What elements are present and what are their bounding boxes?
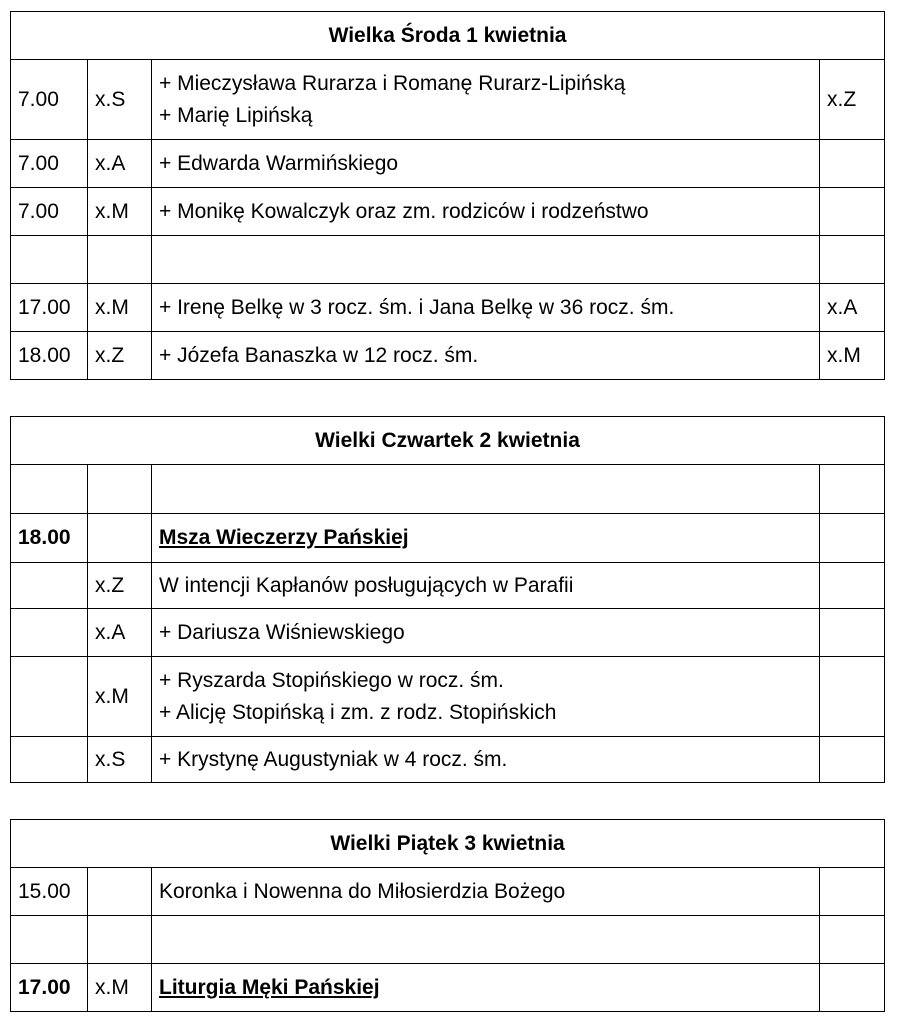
assist-code [820, 465, 885, 514]
assist-code: x.A [820, 284, 885, 332]
priest-code [88, 465, 152, 514]
day-title: Wielki Piątek 3 kwietnia [11, 820, 885, 868]
mass-intention: + Monikę Kowalczyk oraz zm. rodziców i rodzeństwo [152, 188, 820, 236]
intention-line: + Alicję Stopińską i zm. z rodz. Stopińskich [159, 700, 557, 724]
mass-time [11, 657, 88, 737]
assist-code: x.M [820, 332, 885, 380]
priest-code: x.S [88, 60, 152, 140]
assist-code [820, 514, 885, 563]
mass-intention [152, 916, 820, 964]
assist-code: x.Z [820, 60, 885, 140]
assist-code [820, 657, 885, 737]
day-title: Wielka Środa 1 kwietnia [11, 12, 885, 60]
mass-intention [152, 514, 820, 563]
mass-time: 17.00 [11, 284, 88, 332]
mass-time [11, 563, 88, 609]
table-row [11, 563, 885, 609]
priest-code: x.M [88, 284, 152, 332]
table-row [11, 332, 885, 380]
schedule-table-thursday [10, 416, 885, 783]
mass-time [11, 236, 88, 284]
table-row [11, 188, 885, 236]
schedule-table-wednesday [10, 11, 885, 380]
assist-code [820, 563, 885, 609]
day-header-row [11, 417, 885, 465]
mass-intention: + Józefa Banaszka w 12 rocz. śm. [152, 332, 820, 380]
assist-code [820, 964, 885, 1012]
day-title: Wielki Czwartek 2 kwietnia [11, 417, 885, 465]
mass-time [11, 609, 88, 657]
mass-time: 18.00 [11, 514, 88, 563]
mass-intention: + Edwarda Warmińskiego [152, 140, 820, 188]
liturgy-title: Liturgia Męki Pańskiej [159, 975, 380, 999]
priest-code [88, 236, 152, 284]
table-row-empty [11, 465, 885, 514]
table-row [11, 964, 885, 1012]
priest-code [88, 916, 152, 964]
table-row [11, 737, 885, 783]
priest-code: x.Z [88, 563, 152, 609]
table-row [11, 140, 885, 188]
table-row [11, 284, 885, 332]
mass-time [11, 916, 88, 964]
assist-code [820, 609, 885, 657]
priest-code [88, 514, 152, 563]
mass-intention [152, 236, 820, 284]
assist-code [820, 188, 885, 236]
intention-line: + Marię Lipińską [159, 103, 313, 127]
mass-intention [152, 60, 820, 140]
mass-intention [152, 465, 820, 514]
day-header-row [11, 12, 885, 60]
assist-code [820, 737, 885, 783]
mass-time: 15.00 [11, 868, 88, 916]
priest-code: x.S [88, 737, 152, 783]
mass-intention: Koronka i Nowenna do Miłosierdzia Bożego [152, 868, 820, 916]
priest-code: x.M [88, 657, 152, 737]
intention-line: + Mieczysława Rurarza i Romanę Rurarz-Lipińską [159, 71, 626, 95]
mass-intention: + Dariusza Wiśniewskiego [152, 609, 820, 657]
mass-time: 17.00 [11, 964, 88, 1012]
mass-intention: + Irenę Belkę w 3 rocz. śm. i Jana Belkę w 36 rocz. śm. [152, 284, 820, 332]
assist-code [820, 916, 885, 964]
day-header-row [11, 820, 885, 868]
priest-code: x.M [88, 188, 152, 236]
mass-intention: W intencji Kapłanów posługujących w Parafii [152, 563, 820, 609]
table-row-empty [11, 916, 885, 964]
table-row [11, 609, 885, 657]
schedule-table-friday [10, 819, 885, 1012]
liturgy-title: Msza Wieczerzy Pańskiej [159, 526, 409, 549]
priest-code: x.Z [88, 332, 152, 380]
mass-intention: + Krystynę Augustyniak w 4 rocz. śm. [152, 737, 820, 783]
mass-intention [152, 657, 820, 737]
mass-time: 7.00 [11, 188, 88, 236]
table-row [11, 868, 885, 916]
mass-time [11, 737, 88, 783]
table-row [11, 60, 885, 140]
mass-intention [152, 964, 820, 1012]
priest-code: x.M [88, 964, 152, 1012]
assist-code [820, 236, 885, 284]
assist-code [820, 140, 885, 188]
priest-code: x.A [88, 609, 152, 657]
table-row [11, 514, 885, 563]
table-row-empty [11, 236, 885, 284]
mass-time: 7.00 [11, 140, 88, 188]
assist-code [820, 868, 885, 916]
mass-time: 18.00 [11, 332, 88, 380]
mass-time: 7.00 [11, 60, 88, 140]
intention-line: + Ryszarda Stopińskiego w rocz. śm. [159, 668, 504, 692]
table-row [11, 657, 885, 737]
priest-code: x.A [88, 140, 152, 188]
mass-time [11, 465, 88, 514]
priest-code [88, 868, 152, 916]
